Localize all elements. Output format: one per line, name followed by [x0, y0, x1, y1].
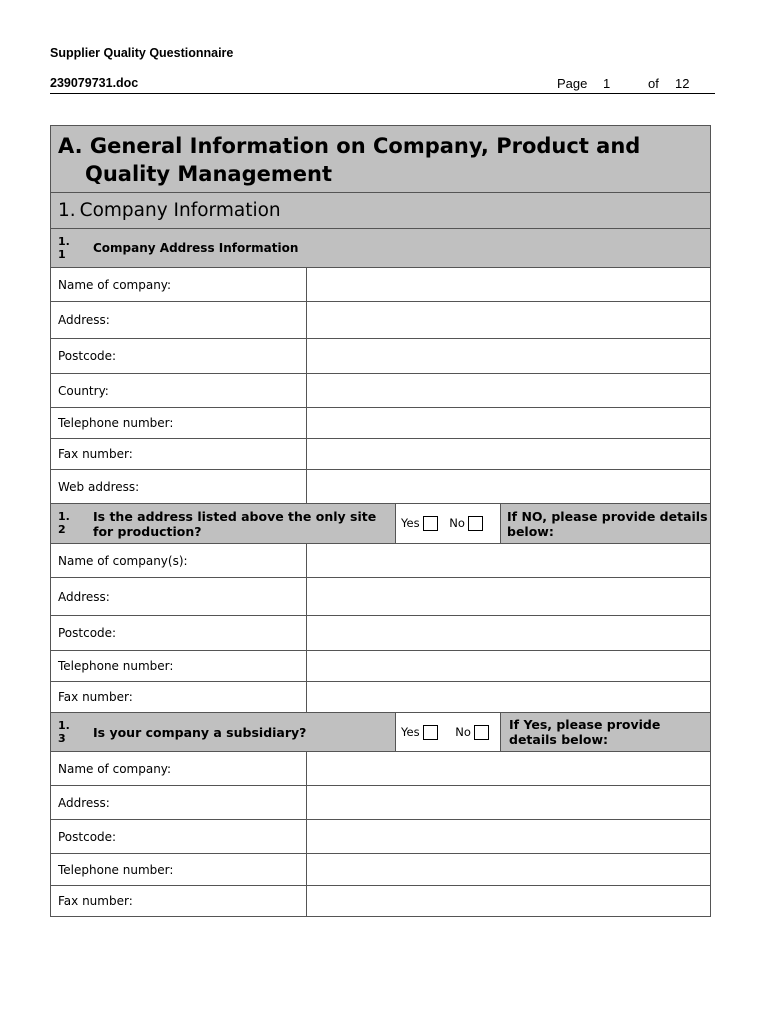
q1-2-question-cell: [51, 504, 396, 544]
field-label: Postcode:: [51, 339, 307, 374]
field-label: Address:: [51, 578, 307, 616]
section-1-heading-row: [51, 193, 711, 229]
q1-3-note: If Yes, please provide details below:: [501, 713, 711, 752]
q1-1-row: [51, 408, 711, 439]
section-a-heading: [51, 126, 711, 193]
no-checkbox[interactable]: [474, 725, 489, 740]
q1-2-note: If NO, please provide details below:: [501, 504, 711, 544]
field-label: Telephone number:: [51, 408, 307, 439]
fax-input[interactable]: [307, 439, 711, 470]
address-input[interactable]: [307, 578, 711, 616]
telephone-input[interactable]: [307, 408, 711, 439]
postcode-input[interactable]: [307, 820, 711, 854]
field-label: Telephone number:: [51, 651, 307, 682]
yes-checkbox[interactable]: [423, 725, 438, 740]
fax-input[interactable]: [307, 682, 711, 713]
q1-1-title: Company Address Information: [93, 240, 299, 255]
company-name-input[interactable]: [307, 268, 711, 302]
q1-3-yes-no-cell: [396, 713, 501, 752]
country-input[interactable]: [307, 374, 711, 408]
yes-checkbox[interactable]: [423, 516, 438, 531]
q1-2-row: [51, 682, 711, 713]
q1-2-row: [51, 578, 711, 616]
q1-3-row: [51, 886, 711, 917]
fax-input[interactable]: [307, 886, 711, 917]
address-input[interactable]: [307, 302, 711, 339]
q1-3-question-cell: [51, 713, 396, 752]
field-label: Web address:: [51, 470, 307, 504]
document-filename: 239079731.doc: [50, 76, 139, 90]
q1-3-number-line1: 1.: [58, 719, 70, 732]
q1-2-yes-no-cell: [396, 504, 501, 544]
yes-label: Yes: [401, 724, 420, 739]
no-label: No: [455, 724, 471, 739]
field-label: Name of company:: [51, 268, 307, 302]
q1-1-heading-row: [51, 229, 711, 268]
yes-label: Yes: [401, 516, 420, 530]
address-input[interactable]: [307, 786, 711, 820]
field-label: Postcode:: [51, 616, 307, 651]
field-label: Telephone number:: [51, 854, 307, 886]
section-a-title-line1: A. General Information on Company, Product and: [58, 134, 641, 158]
q1-3-number-line2: 3: [58, 732, 66, 745]
section-1-number: 1.: [58, 200, 76, 221]
telephone-input[interactable]: [307, 854, 711, 886]
q1-2-heading-row: [51, 504, 711, 544]
header-rule: [50, 93, 715, 94]
q1-2-row: [51, 544, 711, 578]
field-label: Fax number:: [51, 682, 307, 713]
section-1-title: Company Information: [79, 200, 281, 221]
q1-2-question: Is the address listed above the only site for production?: [93, 508, 377, 539]
total-pages: 12: [675, 76, 690, 91]
q1-3-row: [51, 854, 711, 886]
questionnaire-table: [50, 125, 711, 917]
telephone-input[interactable]: [307, 651, 711, 682]
section-a-heading-row: [51, 126, 711, 193]
no-checkbox[interactable]: [468, 516, 483, 531]
q1-3-row: [51, 786, 711, 820]
q1-1-row: [51, 470, 711, 504]
field-label: Address:: [51, 302, 307, 339]
q1-1-row: [51, 302, 711, 339]
company-name-input[interactable]: [307, 752, 711, 786]
field-label: Fax number:: [51, 439, 307, 470]
q1-2-row: [51, 651, 711, 682]
field-label: Country:: [51, 374, 307, 408]
q1-1-row: [51, 374, 711, 408]
q1-1-row: [51, 339, 711, 374]
of-label: of: [648, 76, 659, 91]
no-label: No: [449, 516, 465, 530]
q1-1-row: [51, 268, 711, 302]
section-a-title-line2: Quality Management: [85, 162, 332, 186]
document-title: Supplier Quality Questionnaire: [50, 46, 234, 60]
field-label: Address:: [51, 786, 307, 820]
q1-1-number-line2: 1: [58, 248, 66, 261]
q1-3-row: [51, 820, 711, 854]
field-label: Fax number:: [51, 886, 307, 917]
field-label: Name of company(s):: [51, 544, 307, 578]
company-names-input[interactable]: [307, 544, 711, 578]
postcode-input[interactable]: [307, 616, 711, 651]
q1-3-question: Is your company a subsidiary?: [93, 724, 307, 740]
field-label: Postcode:: [51, 820, 307, 854]
q1-1-row: [51, 439, 711, 470]
q1-2-number-line1: 1.: [58, 509, 70, 523]
section-1-heading: [51, 193, 711, 229]
field-label: Name of company:: [51, 752, 307, 786]
q1-3-heading-row: [51, 713, 711, 752]
q1-1-number-line1: 1.: [58, 235, 70, 248]
web-address-input[interactable]: [307, 470, 711, 504]
page-number: 1: [603, 76, 611, 91]
postcode-input[interactable]: [307, 339, 711, 374]
q1-2-number-line2: 2: [58, 522, 66, 536]
q1-3-row: [51, 752, 711, 786]
q1-2-row: [51, 616, 711, 651]
page-label: Page: [557, 76, 588, 91]
q1-1-heading: [51, 229, 711, 268]
